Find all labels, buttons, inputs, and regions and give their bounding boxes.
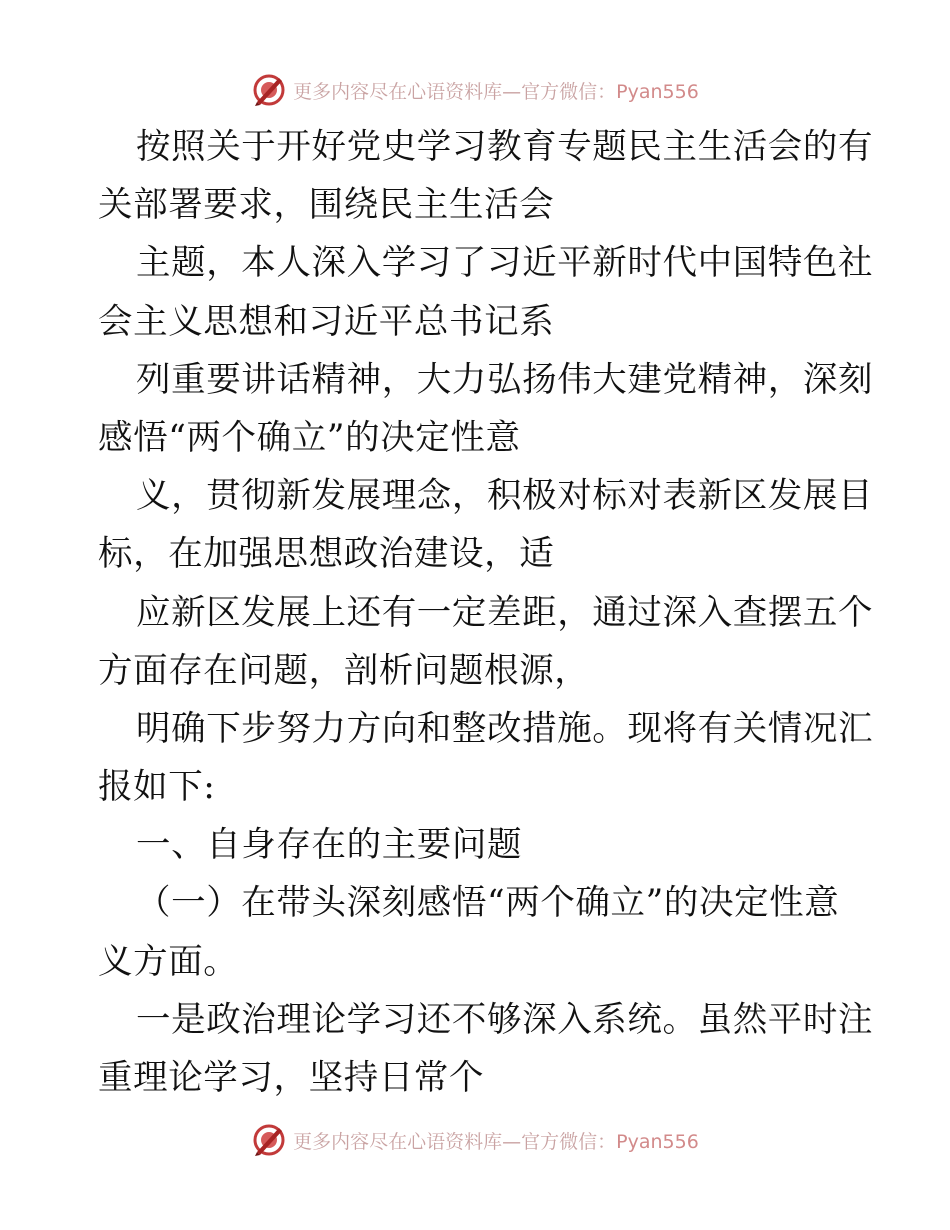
- subsection-heading: （一）在带头深刻感悟“两个确立”的决定性意: [136, 883, 840, 924]
- text-line: 报如下:: [98, 767, 216, 808]
- text-line: 主题，本人深入学习了习近平新时代中国特色社: [136, 243, 874, 284]
- text-line: 关部署要求，围绕民主生活会: [98, 185, 555, 226]
- watermark-label: 更多内容尽在心语资料库—官方微信：: [293, 80, 617, 103]
- watermark-wechat-id: Pyan556: [616, 1130, 699, 1153]
- text-line: 义，贯彻新发展理念，积极对标对表新区发展目: [136, 476, 874, 517]
- text-line: 标，在加强思想政治建设，适: [98, 534, 555, 575]
- text-line: 感悟“两个确立”的决定性意: [98, 417, 521, 458]
- text-line: 按照关于开好党史学习教育专题民主生活会的有: [136, 127, 874, 167]
- text-line: 重理论学习，坚持日常个: [98, 1058, 485, 1098]
- footer-watermark: [0, 1120, 950, 1160]
- text-line: 列重要讲话精神，大力弘扬伟大建党精神，深刻: [136, 359, 874, 400]
- text-line: 方面存在问题，剖析问题根源，: [98, 650, 590, 691]
- section-heading: 一、自身存在的主要问题: [136, 825, 523, 866]
- watermark-text: [293, 1127, 699, 1154]
- text-line: 会主义思想和习近平总书记系: [98, 301, 555, 342]
- document-body: [98, 118, 874, 1107]
- watermark-text: [293, 77, 699, 104]
- text-line: 一是政治理论学习还不够深入系统。虽然平时注: [136, 999, 874, 1040]
- watermark-wechat-id: Pyan556: [616, 80, 699, 103]
- red-pen-seal-icon: [251, 1122, 287, 1158]
- red-pen-seal-icon: [251, 72, 287, 108]
- text-line: 应新区发展上还有一定差距，通过深入查摆五个: [136, 592, 874, 633]
- header-watermark: [0, 70, 950, 110]
- text-line: 明确下步努力方向和整改措施。现将有关情况汇: [136, 708, 874, 749]
- watermark-label: 更多内容尽在心语资料库—官方微信：: [293, 1130, 617, 1153]
- text-line: 义方面。: [98, 941, 239, 982]
